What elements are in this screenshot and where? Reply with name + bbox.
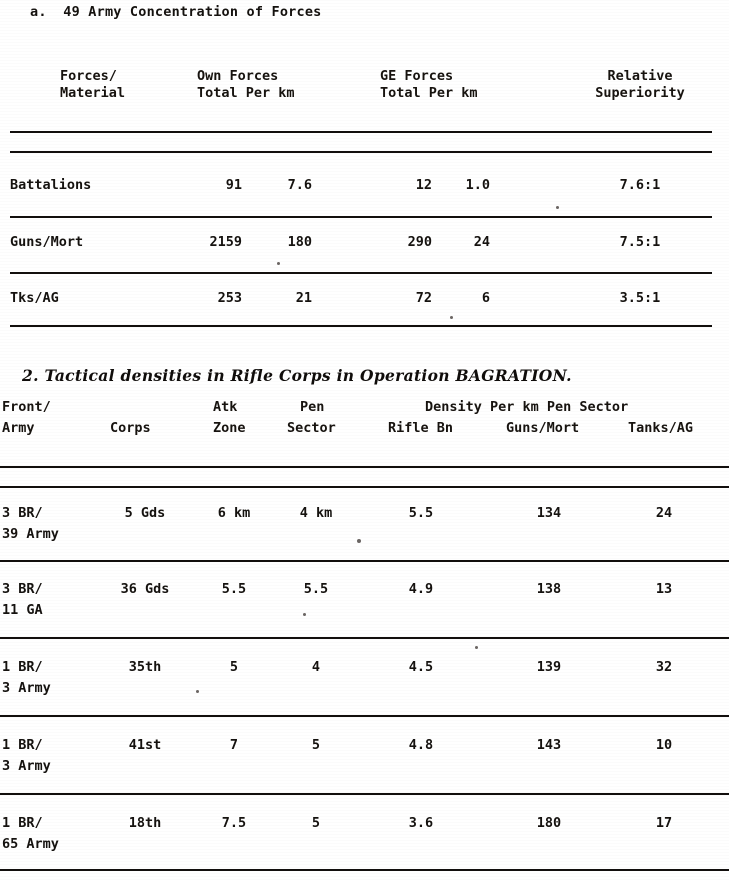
table-row: Battalions (10, 177, 92, 193)
table-cell: 4.8 (408, 737, 434, 753)
table-a-header-rule-top (10, 131, 712, 133)
table-a-header-ge-forces-line2: Total Per km (380, 85, 478, 101)
table-a-header-forces-material-line1: Forces/ (60, 68, 117, 84)
table-2-row-rule-3 (0, 715, 729, 717)
table-2-header-atk-line1: Atk (213, 399, 238, 415)
table-2-header-density-span: Density Per km Pen Sector (425, 399, 629, 415)
table-cell: 253 (217, 290, 242, 306)
table-cell: 3.5:1 (619, 290, 661, 306)
table-2-header-guns-mort: Guns/Mort (506, 420, 580, 436)
table-cell: 6 (481, 290, 490, 306)
table-cell: 24 (473, 234, 490, 250)
table-cell: 91 (225, 177, 242, 193)
table-cell: 3.6 (408, 815, 434, 831)
table-cell: 180 (287, 234, 312, 250)
table-2-header-front-army-line2: Army (2, 420, 35, 436)
table-cell: 290 (407, 234, 432, 250)
table-cell: 5 (229, 659, 239, 675)
table-cell: 13 (655, 581, 673, 597)
table-cell: 6 km (217, 505, 251, 521)
table-a-header-forces-material-line2: Material (60, 85, 126, 101)
table-2-header-tanks-ag: Tanks/AG (628, 420, 694, 436)
table-2-header-rule-bottom (0, 486, 729, 488)
table-2-row-rule-2 (0, 637, 729, 639)
table-cell: 7.6:1 (619, 177, 661, 193)
table-cell: 4.9 (408, 581, 434, 597)
table-cell: 41st (128, 737, 162, 753)
table-row: 3 BR/ (2, 581, 43, 597)
table-2-row-rule-4 (0, 793, 729, 795)
table-row: Tks/AG (10, 290, 59, 306)
table-2-header-pen-sector-line2: Sector (287, 420, 336, 436)
table-cell: 10 (655, 737, 673, 753)
table-a-row-rule-2 (10, 272, 712, 274)
table-cell: 7 (229, 737, 239, 753)
table-row-line2: 3 Army (2, 680, 51, 696)
table-cell: 4.5 (408, 659, 434, 675)
table-row-line2: 65 Army (2, 836, 59, 852)
table-row-line2: 39 Army (2, 526, 59, 542)
table-a-caption: a. 49 Army Concentration of Forces (30, 4, 322, 20)
table-cell: 5 (311, 737, 321, 753)
table-cell: 7.6 (287, 177, 312, 193)
scan-speck (303, 613, 306, 616)
table-cell: 72 (415, 290, 432, 306)
scan-speck (450, 316, 453, 319)
table-cell: 1.0 (465, 177, 490, 193)
table-row: Guns/Mort (10, 234, 84, 250)
table-2-header-corps: Corps (110, 420, 151, 436)
table-cell: 36 Gds (120, 581, 170, 597)
table-cell: 7.5 (221, 815, 247, 831)
table-cell: 2159 (209, 234, 242, 250)
table-2-header-pen-line1: Pen (300, 399, 325, 415)
table-row: 1 BR/ (2, 815, 43, 831)
scan-speck (277, 262, 280, 265)
scan-speck (556, 206, 559, 209)
table-2-header-rifle-bn: Rifle Bn (388, 420, 454, 436)
scan-speck (475, 646, 478, 649)
table-a-row-rule-1 (10, 216, 712, 218)
table-cell: 35th (128, 659, 162, 675)
table-cell: 5 (311, 815, 321, 831)
table-cell: 5 Gds (124, 505, 166, 521)
table-row: 1 BR/ (2, 659, 43, 675)
table-2-header-front-army-line1: Front/ (2, 399, 51, 415)
table-2-closing-rule (0, 869, 729, 871)
table-cell: 180 (536, 815, 562, 831)
table-a-header-rule-bottom (10, 151, 712, 153)
table-cell: 4 km (299, 505, 333, 521)
table-cell: 134 (536, 505, 562, 521)
table-row: 3 BR/ (2, 505, 43, 521)
table-row-line2: 3 Army (2, 758, 51, 774)
table-2-row-rule-1 (0, 560, 729, 562)
table-cell: 18th (128, 815, 162, 831)
table-cell: 4 (311, 659, 321, 675)
table-row-line2: 11 GA (2, 602, 43, 618)
table-cell: 5.5 (408, 505, 434, 521)
table-cell: 24 (655, 505, 673, 521)
table-2-heading: 2. Tactical densities in Rifle Corps in Operation BAGRATION. (22, 366, 572, 385)
table-a-header-relative-line1: Relative (607, 68, 673, 84)
table-cell: 21 (295, 290, 312, 306)
scan-speck (357, 539, 361, 543)
table-cell: 138 (536, 581, 562, 597)
table-row: 1 BR/ (2, 737, 43, 753)
table-a-header-superiority-line2: Superiority (595, 85, 685, 101)
table-cell: 17 (655, 815, 673, 831)
table-cell: 139 (536, 659, 562, 675)
table-cell: 32 (655, 659, 673, 675)
table-a-header-ge-forces-line1: GE Forces (380, 68, 454, 84)
table-cell: 143 (536, 737, 562, 753)
table-cell: 12 (415, 177, 432, 193)
table-cell: 5.5 (303, 581, 329, 597)
table-2-header-atk-zone-line2: Zone (213, 420, 246, 436)
table-cell: 7.5:1 (619, 234, 661, 250)
scan-speck (196, 690, 199, 693)
table-2-header-rule-top (0, 466, 729, 468)
table-a-header-own-forces-line1: Own Forces (197, 68, 279, 84)
table-cell: 5.5 (221, 581, 247, 597)
table-a-closing-rule (10, 325, 712, 327)
table-a-header-own-forces-line2: Total Per km (197, 85, 295, 101)
